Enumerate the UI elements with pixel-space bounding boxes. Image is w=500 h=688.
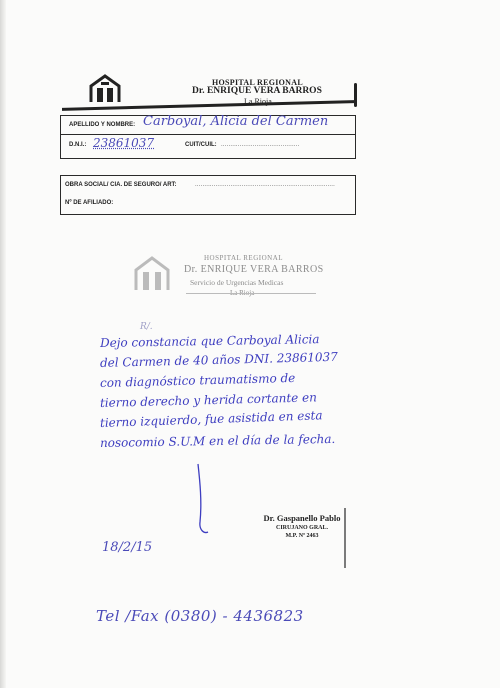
dni-value: 23861037 — [93, 136, 155, 150]
insurance-dots: ........................................................................... — [195, 182, 336, 188]
signature-stroke-icon — [188, 462, 218, 537]
scan-edge-shadow — [0, 0, 6, 688]
stamp-line-1: HOSPITAL REGIONAL — [204, 254, 284, 262]
handwritten-note — [100, 333, 355, 453]
stamp-logo-icon — [132, 254, 172, 294]
name-label: APELLIDO Y NOMBRE: — [69, 122, 136, 128]
letterhead-city: La Rioja — [244, 97, 272, 106]
doctor-stamp — [252, 513, 352, 539]
letterhead-doctor: Dr. ENRIQUE VERA BARROS — [192, 86, 322, 96]
stamp-rule — [186, 293, 316, 294]
stamp-line-4: La Rioja — [230, 289, 255, 297]
handwritten-date: 18/2/15 — [102, 540, 153, 555]
note-line: del Carmen de 40 años DNI. 23861037 — [99, 349, 338, 370]
insurance-label: OBRA SOCIAL/ CIA. DE SEGURO/ ART: — [65, 182, 177, 188]
dni-label: D.N.I.: — [69, 142, 87, 148]
box-divider — [61, 134, 355, 135]
handwritten-phone: Tel /Fax (0380) - 4436823 — [96, 607, 304, 625]
note-line: tierno izquierdo, fue asistida en esta — [99, 408, 323, 430]
doctor-name: Dr. Gaspanello Pablo — [263, 513, 341, 523]
hospital-logo-icon — [88, 74, 122, 104]
note-line: con diagnóstico traumatismo de — [99, 370, 296, 390]
note-line: nosocomio S.U.M en el día de la fecha. — [99, 431, 336, 450]
insurance-box — [60, 175, 356, 215]
hospital-stamp — [126, 248, 324, 303]
letterhead-rule-end — [354, 83, 357, 107]
patient-id-box — [60, 115, 356, 159]
doctor-mp: M.P. Nº 2463 — [285, 533, 319, 539]
stamp-line-3: Servicio de Urgencias Medicas — [190, 278, 284, 287]
name-value: Carboyal, Alicia del Carmen — [143, 114, 329, 129]
rp-mark: R/. — [140, 322, 153, 332]
cuit-dots: .......................................... — [221, 142, 300, 148]
note-line: tierno derecho y herida cortante en — [99, 390, 318, 410]
letterhead-org: HOSPITAL REGIONAL — [212, 78, 303, 87]
note-line: Dejo constancia que Carboyal Alicia — [99, 332, 320, 350]
letterhead — [62, 74, 357, 110]
doctor-title: CIRUJANO GRAL. — [275, 525, 328, 531]
afiliado-label: Nº DE AFILIADO: — [65, 200, 114, 206]
cuit-label: CUIT/CUIL: — [185, 142, 217, 148]
stamp-line-2: Dr. ENRIQUE VERA BARROS — [184, 264, 324, 275]
